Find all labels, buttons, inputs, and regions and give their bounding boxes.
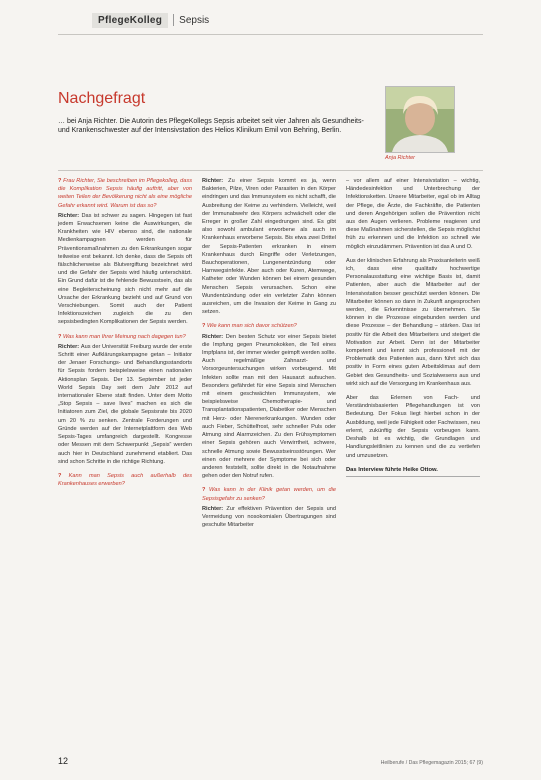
question-text: Was kann in der Klinik getan werden, um die Sepsisgefahr zu senken? bbox=[202, 487, 336, 502]
speaker-label: Richter: bbox=[202, 178, 229, 184]
interview-answer bbox=[202, 333, 336, 481]
interview-columns bbox=[58, 177, 483, 535]
question-text: Wie kann man sich davor schützen? bbox=[206, 323, 297, 330]
answer-text: Zur effektiven Prävention der Sepsis und Vermeidung von nosokomialen Übertragungen sind geschulte Mitarbeiter bbox=[202, 505, 336, 529]
text-column-1 bbox=[58, 177, 192, 535]
answer-paragraph: – vor allem auf einer Intensivstation – wichtig, Händedesinfektion und Unterbrechung der Infektionsketten. Unsere Mitarbeiter, egal ob im Alltag der Pflege, die Ärzte, die Fachkräfte, die Patienten und deren Angehörigen sollen die Prävention nicht aus den Augen verlieren. Probleme reagieren und diese Maßnahmen sicherstellen, die Sepsis möglichst früh zu erkennen und die Infektion so schnell wie möglich einzudämmen. Prävention ist das A und O. bbox=[346, 178, 480, 250]
speaker-label: Richter: bbox=[58, 212, 82, 219]
interviewer-credit: Das Interview führte Heike Ottow. bbox=[346, 466, 480, 477]
question-text: Was kann man Ihrer Meinung nach dagegen tun? bbox=[62, 333, 186, 340]
text-column-3 bbox=[346, 177, 480, 535]
interview-answer bbox=[58, 212, 192, 327]
header-rule bbox=[58, 34, 483, 35]
answer-text: Zu einer Sepsis kommt es ja, wenn Bakterien, Pilze, Viren oder Parasiten in den Körper eindringen und das Immunsystem es nicht schafft, die Ausbreitung der Keime zu verhindern. Vielleicht, weil der Immunabwehr des Körpers schwächelt oder die Erreger in großer Zahl eingedrungen sind. Es gibt also sowohl ambulant erworbene als auch im Krankenhaus erworbene Sepsis. Bis etwa zwei Drittel der Sepsis-Patienten erkranken in einem Krankenhaus durch Eingriffe oder Verletzungen, Bauchoperationen, Lungenentzündung oder Harnwegsinfekte. Aber auch oder Kuren, Atemwege, Katheter oder Wunden können bei einem gesunden Menschen Sepsis verursachen. Schon eine Wundentzündung oder ein verletzter Zahn können ausreichen, um die Invasion der Keime in Gang zu setzen. bbox=[202, 178, 336, 316]
speaker-label: Richter: bbox=[202, 505, 227, 512]
answer-text: Aus der Universität Freiburg wurde der erste Schritt einer Aufklärungskampagne getan – Initiator der Jenaer Forschungs- und Behandlungsstandorts für Sepsis fordern beispielsweise einen nationalen Aktionsplan Sepsis. Der 13. September ist jeder World Sepsis Day seit dem Jahr 2012 auf internationaler Ebene statt finden. Unter dem Motto „Stop Sepsis – save lives“ machen es sich die Initiatoren zum Ziel, die globale Sepsisrate bis 2020 um 20 % zu senken. Zentrale Forderungen und Gründe werden auf der Internetplattform des Web Sepsis-Tages umfangreich dargestellt. Kongresse oder Messen mit dem Schwerpunkt „Sepsis“ werden auch hier in Deutschland zunehmend etabliert. Das sind schon Schritte in die richtige Richtung. bbox=[58, 343, 192, 465]
section-header bbox=[92, 11, 209, 29]
header-divider bbox=[173, 14, 174, 26]
question-text: Kann man Sepsis auch außerhalb des Krankenhauses erwerben? bbox=[58, 472, 192, 488]
answer-paragraph: Aus der klinischen Erfahrung als Praxisanleiterin weiß ich, dass eine qualitativ hochwertige Personalausstattung eine wichtige Basis ist, damit Patienten, aber auch die Mitarbeiter auf der Intensivstation besser geschützt werden können. Die Mitarbeiter können so dann in Zukunft angesprochen werden, die Erkenntnisse zu übernehmen. Sie können in die Prozesse eingebunden werden und diese Prozesse – der Behandlung – stärken. Das ist positiv für die Arbeit des Mitarbeiters und steigert die Motivation zur Arbeit. Denn ist der Mitarbeiter kompetent und kennt sich professionell mit der Problematik des Patienten aus, dann führt sich das positiv in Form eines guten Arbeitsklimas auf dem Gebiet des Gesundheits- und Sozialwesens aus und wirkt sich auf die Versorgung im Krankenhaus aus. bbox=[346, 257, 480, 387]
interview-question: ? Frau Richter, Sie beschreiben im Pflegekolleg, dass die Komplikation Sepsis häufig auftritt, aber von weiten Teilen der Bevölkerung nicht als eine mögliche Gefahr erkannt wird. Warum ist das so? bbox=[58, 178, 192, 209]
speaker-label: Richter: bbox=[202, 333, 226, 340]
article-intro: … bei Anja Richter. Die Autorin des PflegeKollegs Sepsis arbeitet seit vier Jahren als Gesundheits- und Krankenschwester auf der Intensivstation des Helios Klinikum Emil von Behring, Berlin. bbox=[58, 118, 364, 135]
footer-source: Heilberufe / Das Pflegemagazin 2015; 67 (9) bbox=[380, 760, 483, 766]
speaker-label: Richter: bbox=[58, 343, 81, 350]
answer-text: Den besten Schutz vor einer Sepsis bietet die Impfung gegen Pneumokokken, die Teil eines Impfplans ist, der immer wieder geimpft werden sollte. Auch regelmäßige Zahnarzt- und Vorsorgeuntersuchungen wirken vorbeugend. Mit Infekten sollte man mit den Hausarzt aufsuchen. Besonders gefährdet für eine Sepsis sind Menschen mit einem geschwächten Immunsystem, wie beispielsweise Chemotherapie- und Transplantationspatienten, Diabetiker oder Menschen mit Herz- oder Nierenerkrankungen. Wunden oder auch Fieber, Schüttelfrost, sehr schneller Puls oder Atmung sind Alarmzeichen. Zu den Frühsymptomen einer Sepsis gehören auch Verwirrtheit, schwere, schnelle Atmung sowie Bewusstseinsstörungen. Wer einen oder mehrere der Symptome bei sich oder anderen feststellt, sollte direkt in die Notaufnahme gehen oder den Notruf rufen. bbox=[202, 333, 336, 480]
section-topic: Sepsis bbox=[179, 14, 210, 26]
interview-answer bbox=[202, 505, 336, 530]
section-brand: PflegeKolleg bbox=[92, 13, 168, 28]
portrait-caption: Anja Richter bbox=[385, 155, 415, 161]
page-footer bbox=[58, 756, 483, 766]
answer-text: Das ist schwer zu sagen. Hingegen ist fast jedem Erwachsenen keine die Auswirkungen, die Krankheiten wie HIV ebenso sind, die nationale Medienkampagnen werden für Präventionsmaßnahmen zu den Erkrankungen sogar teilweise erst bekannt. Ich denke, dass die Sepsis oft fälschlicherweise als Blutvergiftung bezeichnet wird und die Gefahr der Sepsis wird häufig unterschätzt. Ein Grund dafür ist die fehlende Bewusstsein, das als eine Begleiterscheinung sich nicht mehr auf die Ursache der Erkrankung bezieht und auf Grund von Verschiebungen. Somit auch der Patient Infektionszeichen zugleich die zu den sepsisbedingten Komplikationen der Sepsis werden. bbox=[58, 212, 192, 326]
interview-question: ? Was kann in der Klinik getan werden, um die Sepsisgefahr zu senken? bbox=[202, 487, 336, 502]
interview-question: ? Wie kann man sich davor schützen? bbox=[202, 323, 297, 330]
page-number: 12 bbox=[58, 756, 69, 766]
article-title: Nachgefragt bbox=[58, 90, 146, 107]
interview-answer bbox=[58, 343, 192, 466]
interview-question: ? Was kann man Ihrer Meinung nach dagegen tun? bbox=[58, 333, 186, 340]
interview-answer bbox=[202, 177, 336, 316]
text-column-2 bbox=[202, 177, 336, 535]
interview-question: ? Kann man Sepsis auch außerhalb des Krankenhauses erwerben? bbox=[58, 472, 192, 488]
question-text: Frau Richter, Sie beschreiben im Pflegekolleg, dass die Komplikation Sepsis häufig auftritt, aber von weiten Teilen der Bevölkerung nicht als eine mögliche Gefahr erkannt wird. Warum ist das so? bbox=[58, 178, 192, 209]
author-portrait bbox=[385, 86, 455, 153]
answer-paragraph: Aber das Erlernen von Fach- und Verständnisbasierten Pflegehandlungen ist von Bedeutung. Der Fokus liegt hierbei schon in der Ausbildung, weil jede Fähigkeit oder Fachwissen, neu erlernt, zukünftig der Sepsis vorbeugen kann. Deshalb ist es wichtig, die Grundlagen und Handlungsleitlinien zu kennen und die zu vertiefen und umzusetzen. bbox=[346, 395, 480, 459]
intro-rule bbox=[58, 170, 483, 171]
